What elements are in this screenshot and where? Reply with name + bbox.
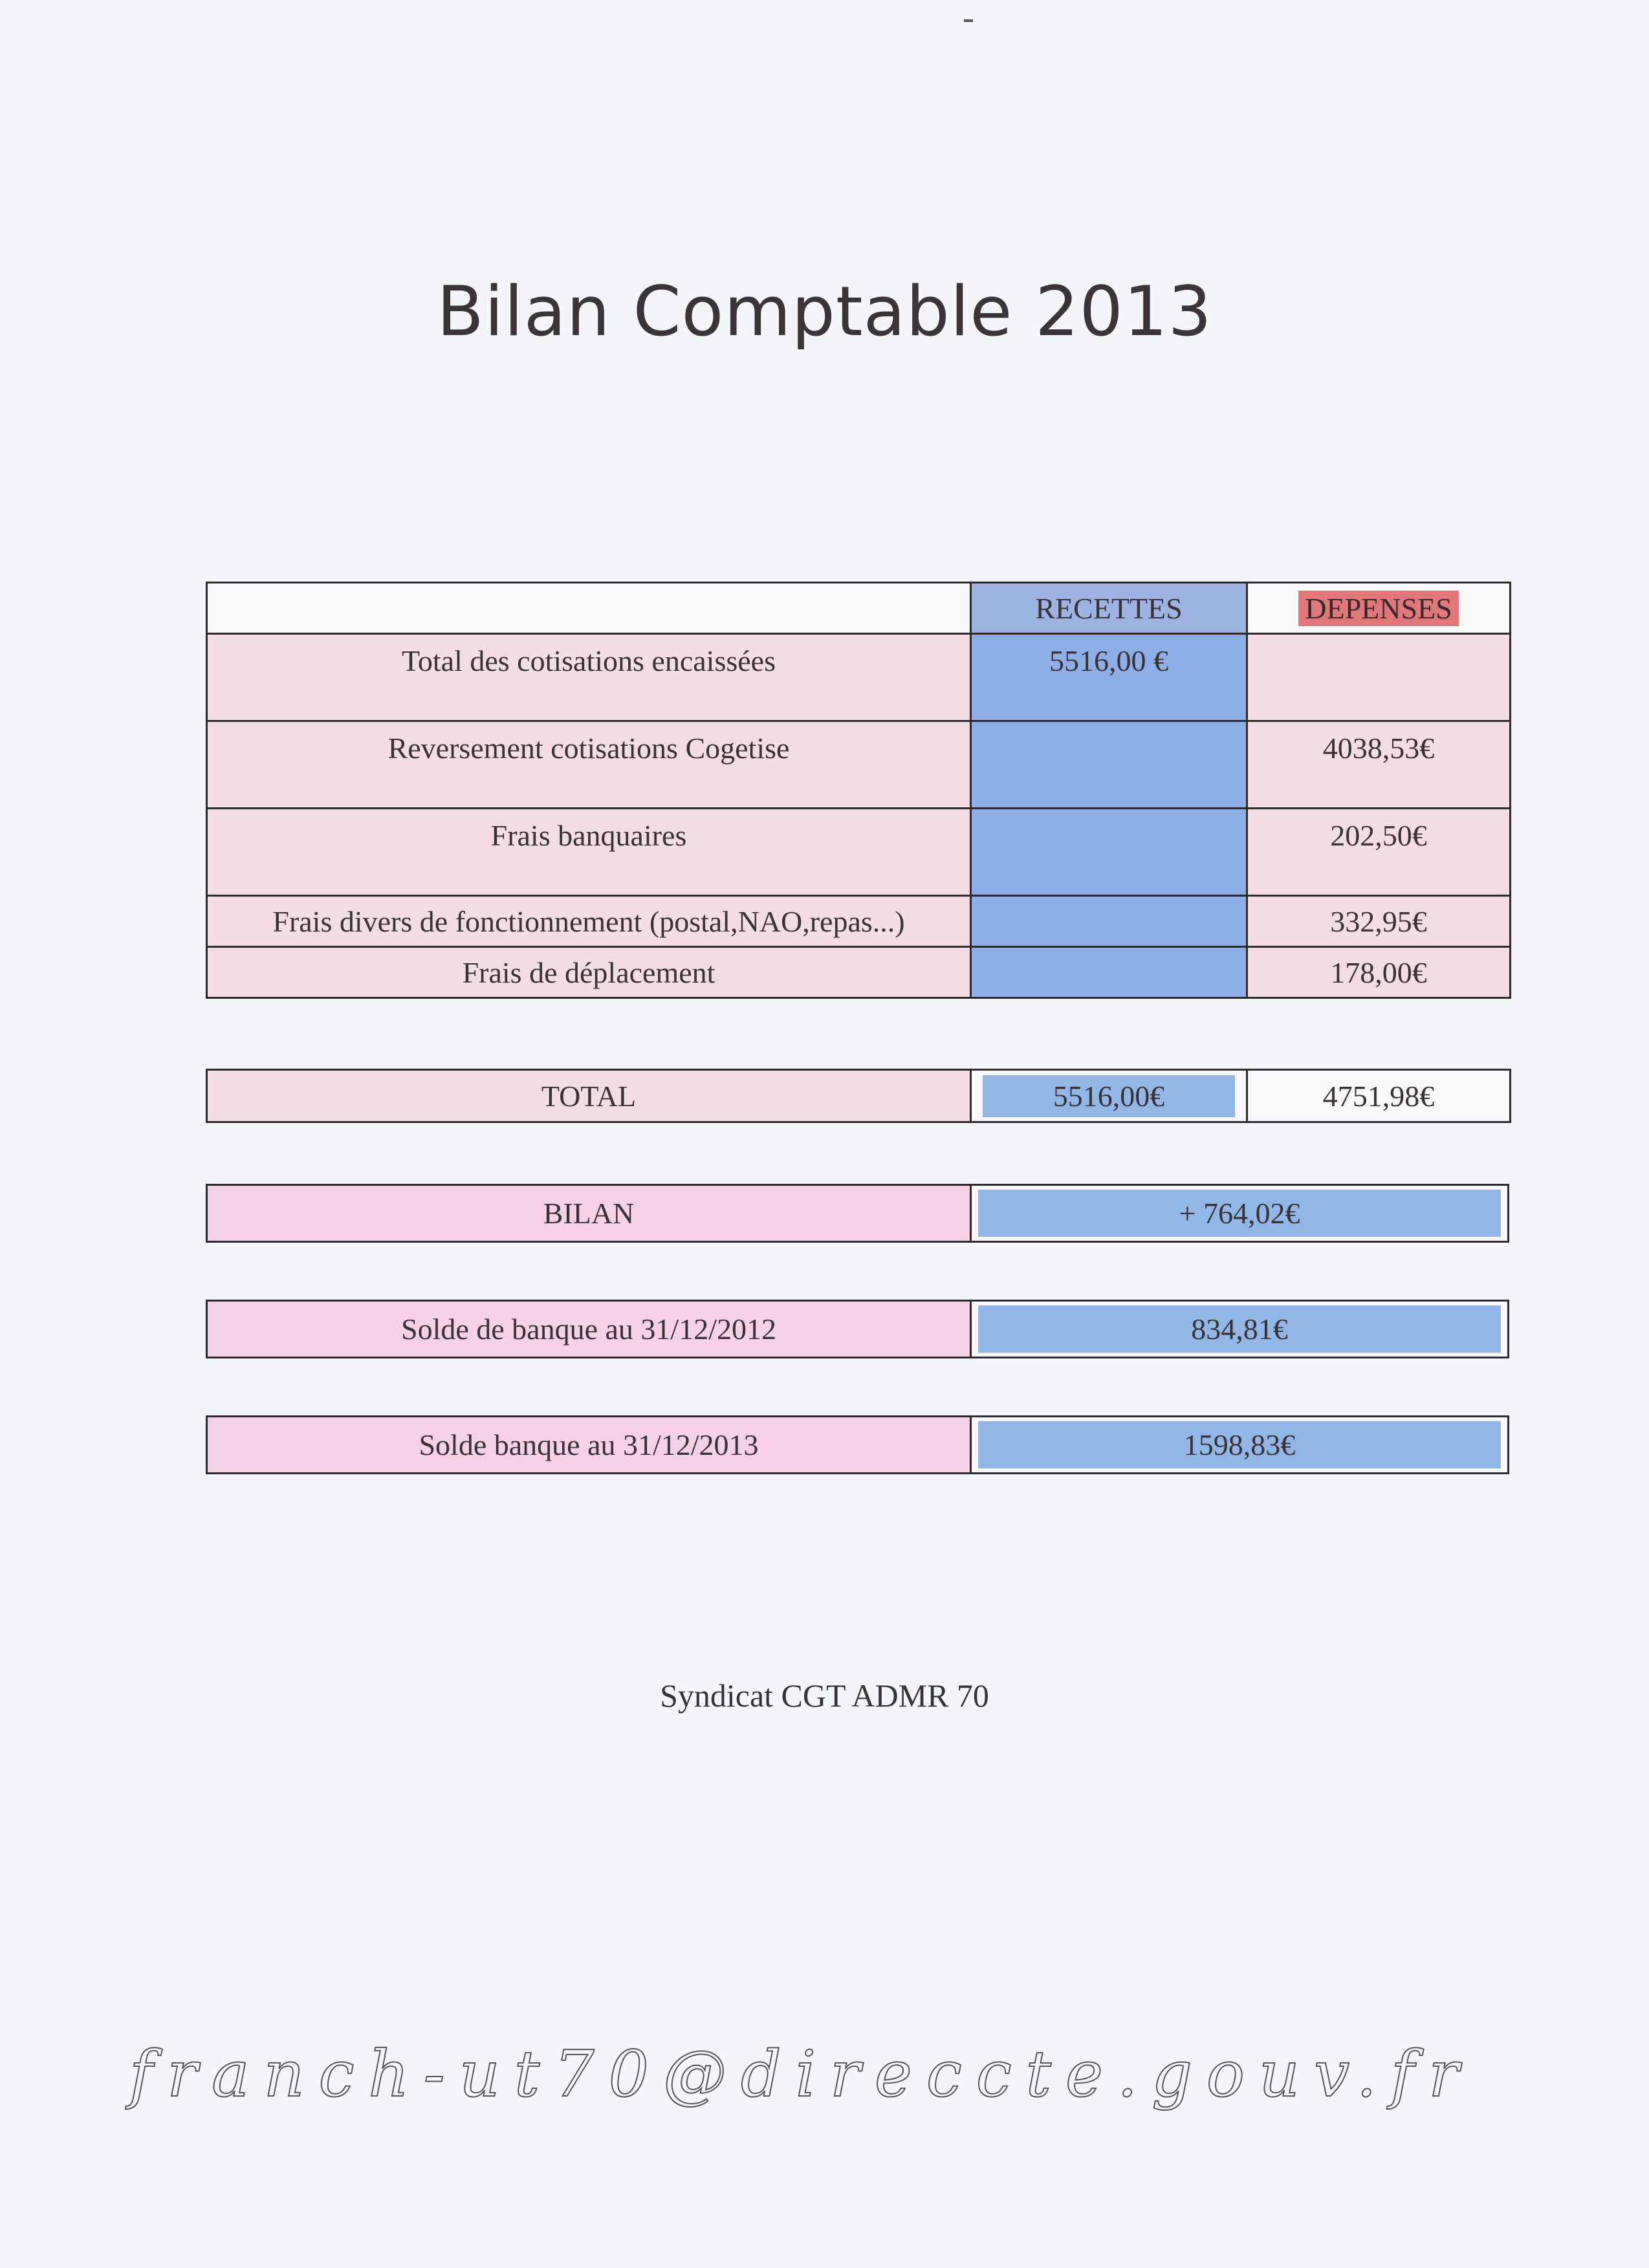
table-row (207, 634, 1511, 721)
solde-2012-value: 834,81€ (978, 1305, 1501, 1353)
bilan-table (206, 1184, 1509, 1243)
solde-2013-label: Solde banque au 31/12/2013 (207, 1417, 971, 1474)
row-recettes: 5516,00 € (971, 634, 1247, 721)
header-depenses-label: DEPENSES (1298, 591, 1458, 626)
solde-2012-label: Solde de banque au 31/12/2012 (207, 1301, 971, 1358)
total-recettes-value: 5516,00€ (983, 1075, 1235, 1117)
total-depenses: 4751,98€ (1247, 1070, 1511, 1122)
header-empty-cell (207, 583, 971, 634)
total-recettes (971, 1070, 1247, 1122)
table-row (207, 809, 1511, 896)
row-label: Total des cotisations encaissées (207, 634, 971, 721)
table-row (207, 721, 1511, 809)
row-label: Reversement cotisations Cogetise (207, 721, 971, 809)
organization-name: Syndicat CGT ADMR 70 (660, 1677, 989, 1714)
scan-mark (964, 19, 973, 22)
handwritten-email-signature (129, 2018, 1474, 2135)
table-row (207, 947, 1511, 998)
total-row (207, 1070, 1511, 1122)
table-row (207, 896, 1511, 947)
row-label: Frais de déplacement (207, 947, 971, 998)
total-label: TOTAL (207, 1070, 971, 1122)
solde-2013-value: 1598,83€ (978, 1421, 1501, 1468)
bilan-value: + 764,02€ (978, 1190, 1501, 1237)
row-label: Frais banquaires (207, 809, 971, 896)
header-recettes (971, 583, 1247, 634)
row-depenses: 178,00€ (1247, 947, 1511, 998)
accounts-table (206, 582, 1511, 999)
solde-2013-row (207, 1417, 1509, 1474)
solde-2012-row (207, 1301, 1509, 1358)
solde-2013-cell (971, 1417, 1509, 1474)
table-header-row (207, 583, 1511, 634)
row-depenses (1247, 634, 1511, 721)
handwritten-email: franch-ut70@direccte.gouv.fr (129, 2038, 1474, 2111)
row-recettes (971, 896, 1247, 947)
solde-2012-cell (971, 1301, 1509, 1358)
header-depenses (1247, 583, 1511, 634)
bilan-row (207, 1185, 1509, 1242)
total-table (206, 1069, 1511, 1123)
row-recettes (971, 721, 1247, 809)
row-depenses: 332,95€ (1247, 896, 1511, 947)
row-depenses: 4038,53€ (1247, 721, 1511, 809)
header-recettes-label: RECETTES (1035, 591, 1183, 625)
row-recettes (971, 947, 1247, 998)
row-label: Frais divers de fonctionnement (postal,NAO,repas...) (207, 896, 971, 947)
solde-2012-table (206, 1300, 1509, 1358)
solde-2013-table (206, 1415, 1509, 1474)
bilan-cell (971, 1185, 1509, 1242)
page-title: Bilan Comptable 2013 (437, 272, 1212, 351)
row-recettes (971, 809, 1247, 896)
row-depenses: 202,50€ (1247, 809, 1511, 896)
bilan-label: BILAN (207, 1185, 971, 1242)
